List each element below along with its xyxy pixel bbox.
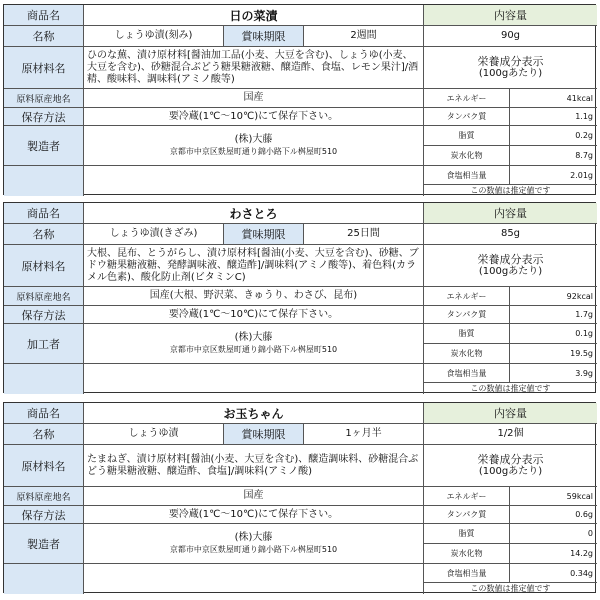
maker-address: 京都市中京区麩屋町通り錦小路下ル桝屋町510 (169, 345, 338, 354)
maker-name: (株)大藤 (234, 134, 273, 145)
nutrition-value: 59kcal (510, 487, 597, 506)
name-value: しょうゆ漬(刻み) (84, 26, 224, 47)
nutrition-row (424, 146, 597, 166)
content-header: 内容量 (424, 203, 597, 224)
ingredients-cell (84, 47, 424, 89)
name-header: 名称 (4, 224, 84, 245)
nutrition-row (424, 306, 597, 324)
nutrition-title: 栄養成分表示 (477, 54, 544, 68)
name-header: 名称 (4, 424, 84, 445)
nutrition-value: 8.7g (510, 146, 597, 166)
product-label-3 (3, 402, 596, 593)
nutrition-row (424, 287, 597, 306)
name-value: しょうゆ漬(きざみ) (84, 224, 224, 245)
product-name-header: 商品名 (4, 403, 84, 424)
origin-header: 原料原産地名 (4, 487, 84, 506)
nutrition-label: 食塩相当量 (424, 364, 510, 383)
product-name: 日の菜漬 (84, 5, 424, 26)
ingredients-value: ひのな蕪、漬け原材料[醤油加工品(小麦、大豆を含む)、しょうゆ(小麦、大豆を含む)、砂糖混合ぶどう糖果糖液糖、醸造酢、食塩、レモン果汁]/酒精、酸味料、調味料(アミノ酸等) (87, 49, 419, 85)
nutrition-row (424, 108, 597, 126)
content-header: 内容量 (424, 403, 597, 424)
nutrition-label: 炭水化物 (424, 146, 510, 166)
product-name-header: 商品名 (4, 5, 84, 26)
blank-cell (84, 364, 424, 394)
maker-cell (84, 126, 424, 166)
product-name: わさとろ (84, 203, 424, 224)
ingredients-header: 原材料名 (4, 245, 84, 287)
expiry-header: 賞味期限 (224, 424, 304, 445)
nutrition-value: 14.2g (510, 544, 597, 564)
nutrition-subtitle: (100gあたり) (478, 67, 543, 79)
nutrition-label: 脂質 (424, 524, 510, 544)
ingredients-header: 原材料名 (4, 47, 84, 89)
nutrition-value: 0 (510, 524, 597, 544)
nutrition-value: 1.7g (510, 306, 597, 324)
nutrition-title: 栄養成分表示 (477, 452, 544, 466)
nutrition-row (424, 506, 597, 524)
nutrition-value: 0.2g (510, 126, 597, 146)
nutrition-subtitle: (100gあたり) (478, 265, 543, 277)
nutrition-value: 1.1g (510, 108, 597, 126)
blank-cell (84, 564, 424, 594)
maker-address: 京都市中京区麩屋町通り錦小路下ル桝屋町510 (169, 545, 338, 554)
origin-header: 原料原産地名 (4, 287, 84, 306)
product-name-header: 商品名 (4, 203, 84, 224)
nutrition-row (424, 324, 597, 344)
nutrition-value: 3.9g (510, 364, 597, 383)
storage-value: 要冷蔵(1℃〜10℃)にて保存下さい。 (84, 108, 424, 126)
nutrition-row (424, 166, 597, 185)
storage-header: 保存方法 (4, 506, 84, 524)
maker-cell (84, 524, 424, 564)
nutrition-table (424, 287, 597, 394)
nutrition-note: この数値は推定値です (470, 384, 551, 393)
ingredients-cell (84, 445, 424, 487)
blank-header (4, 564, 84, 594)
expiry-value: 2週間 (304, 26, 424, 47)
blank-header (4, 166, 84, 196)
origin-value: 国産(大根、野沢菜、きゅうり、わさび、昆布) (84, 287, 424, 306)
maker-name: (株)大藤 (234, 332, 273, 343)
expiry-header: 賞味期限 (224, 26, 304, 47)
ingredients-header: 原材料名 (4, 445, 84, 487)
content-value: 90g (424, 26, 597, 47)
nutrition-row (424, 126, 597, 146)
expiry-value: 25日間 (304, 224, 424, 245)
nutrition-table (424, 487, 597, 594)
nutrition-row (424, 524, 597, 544)
nutrition-value: 0.34g (510, 564, 597, 583)
expiry-value: 1ヶ月半 (304, 424, 424, 445)
content-value: 1/2個 (424, 424, 597, 445)
maker-cell (84, 324, 424, 364)
blank-cell (84, 166, 424, 196)
nutrition-value: 19.5g (510, 344, 597, 364)
product-label-2 (3, 202, 596, 393)
origin-value: 国産 (84, 89, 424, 108)
nutrition-title: 栄養成分表示 (477, 252, 544, 266)
origin-header: 原料原産地名 (4, 89, 84, 108)
nutrition-label: 炭水化物 (424, 544, 510, 564)
nutrition-label: エネルギー (424, 487, 510, 506)
ingredients-value: たまねぎ、漬け原材料[醤油(小麦、大豆を含む)、醸造調味料、砂糖混合ぶどう糖果糖液糖、醸造酢、食塩]/調味料(アミノ酸) (87, 453, 419, 477)
nutrition-label: 脂質 (424, 324, 510, 344)
nutrition-label: タンパク質 (424, 506, 510, 524)
nutrition-label: 食塩相当量 (424, 166, 510, 185)
maker-name: (株)大藤 (234, 532, 273, 543)
product-name: お玉ちゃん (84, 403, 424, 424)
nutrition-row (424, 364, 597, 383)
maker-header: 製造者 (4, 524, 84, 564)
nutrition-label: タンパク質 (424, 306, 510, 324)
nutrition-table (424, 89, 597, 196)
nutrition-title-cell (424, 445, 597, 487)
nutrition-note: この数値は推定値です (470, 186, 551, 195)
nutrition-title-cell (424, 245, 597, 287)
name-header: 名称 (4, 26, 84, 47)
ingredients-value: 大根、昆布、とうがらし、漬け原材料[醤油(小麦、大豆を含む)、砂糖、ブドウ糖果糖液糖、発酵調味液、醸造酢]/調味料(アミノ酸等)、着色料(カラメル色素)、酸化防止剤(ビタミンC) (87, 247, 419, 283)
storage-header: 保存方法 (4, 108, 84, 126)
nutrition-row (424, 544, 597, 564)
nutrition-value: 41kcal (510, 89, 597, 108)
content-value: 85g (424, 224, 597, 245)
nutrition-label: 食塩相当量 (424, 564, 510, 583)
nutrition-label: エネルギー (424, 89, 510, 108)
product-label-1 (3, 4, 596, 195)
nutrition-row (424, 89, 597, 108)
nutrition-label: タンパク質 (424, 108, 510, 126)
nutrition-value: 2.01g (510, 166, 597, 185)
nutrition-subtitle: (100gあたり) (478, 465, 543, 477)
nutrition-label: 炭水化物 (424, 344, 510, 364)
nutrition-value: 0.1g (510, 324, 597, 344)
storage-value: 要冷蔵(1℃〜10℃)にて保存下さい。 (84, 506, 424, 524)
name-value: しょうゆ漬 (84, 424, 224, 445)
nutrition-value: 0.6g (510, 506, 597, 524)
maker-header: 加工者 (4, 324, 84, 364)
storage-header: 保存方法 (4, 306, 84, 324)
nutrition-note: この数値は推定値です (470, 584, 551, 593)
nutrition-label: 脂質 (424, 126, 510, 146)
nutrition-row (424, 344, 597, 364)
content-header: 内容量 (424, 5, 597, 26)
origin-value: 国産 (84, 487, 424, 506)
storage-value: 要冷蔵(1℃〜10℃)にて保存下さい。 (84, 306, 424, 324)
nutrition-value: 92kcal (510, 287, 597, 306)
expiry-header: 賞味期限 (224, 224, 304, 245)
nutrition-row (424, 487, 597, 506)
nutrition-label: エネルギー (424, 287, 510, 306)
maker-header: 製造者 (4, 126, 84, 166)
maker-address: 京都市中京区麩屋町通り錦小路下ル桝屋町510 (169, 147, 338, 156)
nutrition-title-cell (424, 47, 597, 89)
ingredients-cell (84, 245, 424, 287)
blank-header (4, 364, 84, 394)
nutrition-row (424, 564, 597, 583)
